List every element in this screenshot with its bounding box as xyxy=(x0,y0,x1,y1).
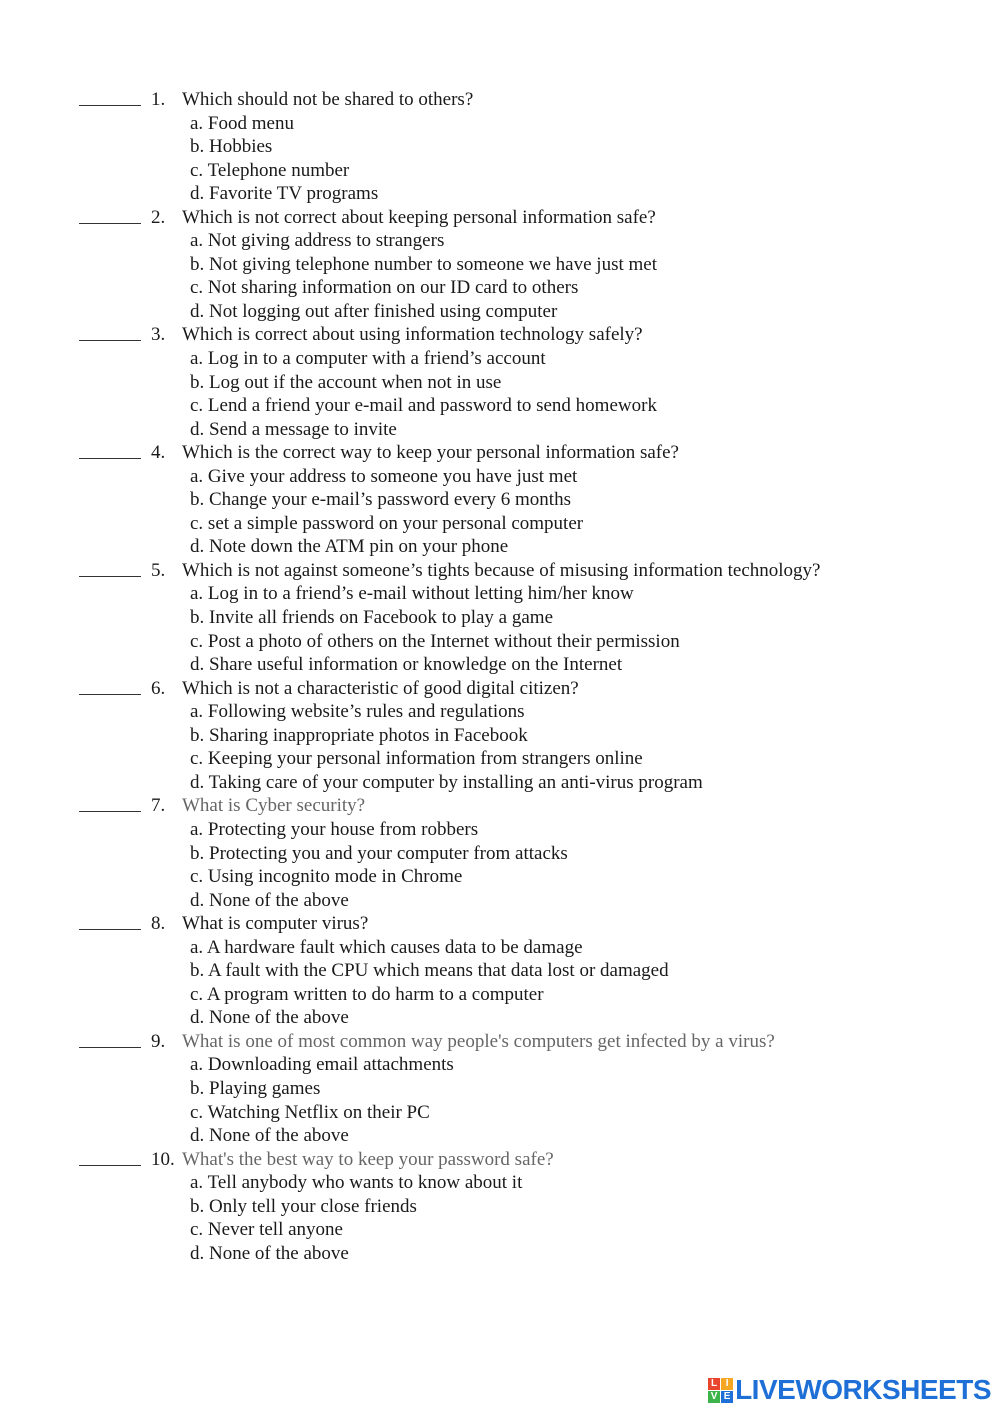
option-text: c. Watching Netflix on their PC xyxy=(190,1101,430,1123)
option-row xyxy=(0,112,1000,136)
option-text: c. set a simple password on your personal computer xyxy=(190,512,584,534)
question-number: 9. xyxy=(151,1030,166,1052)
option-text: a. Following website’s rules and regulations xyxy=(190,701,525,723)
question-text: Which is not a characteristic of good digital citizen? xyxy=(182,677,579,699)
option-text: b. Protecting you and your computer from attacks xyxy=(190,842,568,864)
option-text: c. Keeping your personal information from strangers online xyxy=(190,748,643,770)
logo-letter-v: V xyxy=(708,1391,720,1403)
question-9 xyxy=(0,1030,1000,1054)
question-8 xyxy=(0,912,1000,936)
option-row xyxy=(0,1077,1000,1101)
answer-blank-6[interactable] xyxy=(79,694,141,695)
question-text: Which is the correct way to keep your personal information safe? xyxy=(182,442,679,464)
option-text: c. Post a photo of others on the Internet without their permission xyxy=(190,630,680,652)
option-text: c. Never tell anyone xyxy=(190,1219,343,1241)
option-text: c. Telephone number xyxy=(190,159,350,181)
question-number: 1. xyxy=(151,89,166,110)
option-text: a. Log in to a computer with a friend’s account xyxy=(190,348,546,370)
option-row xyxy=(0,771,1000,795)
option-row xyxy=(0,418,1000,442)
question-number: 3. xyxy=(151,324,166,346)
answer-blank-3[interactable] xyxy=(79,340,141,341)
option-text: b. Change your e-mail’s password every 6 months xyxy=(190,489,571,511)
option-row xyxy=(0,1242,1000,1266)
option-text: a. Not giving address to strangers xyxy=(190,230,445,252)
liveworksheets-brand[interactable] xyxy=(708,1375,991,1405)
question-2 xyxy=(0,206,1000,230)
option-text: b. Invite all friends on Facebook to play a game xyxy=(190,607,554,629)
option-row xyxy=(0,959,1000,983)
question-6 xyxy=(0,677,1000,701)
option-text: a. Downloading email attachments xyxy=(190,1054,454,1076)
option-text: d. None of the above xyxy=(190,1007,349,1029)
worksheet xyxy=(0,88,1000,1265)
question-4 xyxy=(0,441,1000,465)
option-text: a. Protecting your house from robbers xyxy=(190,818,479,840)
option-text: c. Not sharing information on our ID card to others xyxy=(190,277,579,299)
option-row xyxy=(0,936,1000,960)
option-text: d. Favorite TV programs xyxy=(190,183,379,205)
answer-blank-4[interactable] xyxy=(79,458,141,459)
option-text: a. Tell anybody who wants to know about it xyxy=(190,1172,523,1194)
logo-letter-i: I xyxy=(721,1378,733,1390)
option-text: b. Playing games xyxy=(190,1077,321,1099)
option-row xyxy=(0,159,1000,183)
option-row xyxy=(0,135,1000,159)
option-row xyxy=(0,465,1000,489)
answer-blank-8[interactable] xyxy=(79,929,141,930)
question-text: Which is correct about using information technology safely? xyxy=(182,324,643,346)
option-text: a. Give your address to someone you have just met xyxy=(190,465,578,487)
option-row xyxy=(0,300,1000,324)
option-row xyxy=(0,724,1000,748)
answer-blank-9[interactable] xyxy=(79,1047,141,1048)
option-text: a. Log in to a friend’s e-mail without letting him/her know xyxy=(190,583,634,605)
option-row xyxy=(0,582,1000,606)
option-row xyxy=(0,842,1000,866)
option-text: d. Share useful information or knowledge on the Internet xyxy=(190,654,623,676)
option-row xyxy=(0,818,1000,842)
question-text: Which should not be shared to others? xyxy=(182,89,474,110)
option-row xyxy=(0,865,1000,889)
option-text: d. None of the above xyxy=(190,1125,349,1147)
option-row xyxy=(0,700,1000,724)
logo-letter-e: E xyxy=(721,1391,733,1403)
question-text: What is computer virus? xyxy=(182,913,369,935)
option-text: b. Hobbies xyxy=(190,136,273,158)
option-row xyxy=(0,535,1000,559)
question-5 xyxy=(0,559,1000,583)
answer-blank-7[interactable] xyxy=(79,811,141,812)
option-row xyxy=(0,1006,1000,1030)
answer-blank-2[interactable] xyxy=(79,223,141,224)
option-text: c. Lend a friend your e-mail and password to send homework xyxy=(190,395,657,417)
option-text: a. Food menu xyxy=(190,112,294,134)
option-row xyxy=(0,1195,1000,1219)
option-row xyxy=(0,606,1000,630)
option-text: d. Not logging out after finished using computer xyxy=(190,300,558,322)
question-number: 8. xyxy=(151,913,166,935)
option-text: d. None of the above xyxy=(190,889,349,911)
option-text: b. Log out if the account when not in use xyxy=(190,371,502,393)
answer-blank-5[interactable] xyxy=(79,576,141,577)
question-10 xyxy=(0,1148,1000,1172)
question-number: 10. xyxy=(151,1148,175,1170)
logo-letter-l: L xyxy=(708,1378,720,1390)
option-row xyxy=(0,512,1000,536)
option-text: b. A fault with the CPU which means that data lost or damaged xyxy=(190,960,669,982)
option-row xyxy=(0,983,1000,1007)
option-text: d. None of the above xyxy=(190,1242,349,1264)
option-row xyxy=(0,889,1000,913)
option-row xyxy=(0,182,1000,206)
option-text: b. Not giving telephone number to someone we have just met xyxy=(190,253,657,275)
option-row xyxy=(0,1171,1000,1195)
question-1 xyxy=(0,88,1000,112)
answer-blank-1[interactable] xyxy=(79,105,141,106)
option-text: a. A hardware fault which causes data to be damage xyxy=(190,936,583,958)
option-row xyxy=(0,1124,1000,1148)
option-row xyxy=(0,630,1000,654)
question-7 xyxy=(0,794,1000,818)
option-row xyxy=(0,229,1000,253)
question-number: 4. xyxy=(151,442,166,464)
liveworksheets-logo-icon xyxy=(708,1378,733,1403)
question-text: Which is not against someone’s tights because of misusing information technology? xyxy=(182,559,821,581)
question-text: Which is not correct about keeping personal information safe? xyxy=(182,206,656,228)
option-text: d. Taking care of your computer by installing an anti-virus program xyxy=(190,771,703,793)
option-row xyxy=(0,488,1000,512)
option-row xyxy=(0,347,1000,371)
option-row xyxy=(0,371,1000,395)
option-text: c. A program written to do harm to a computer xyxy=(190,983,544,1005)
option-row xyxy=(0,394,1000,418)
question-3 xyxy=(0,323,1000,347)
option-text: d. Note down the ATM pin on your phone xyxy=(190,536,509,558)
brand-name: LIVEWORKSHEETS xyxy=(735,1374,991,1405)
question-number: 6. xyxy=(151,677,166,699)
option-row xyxy=(0,653,1000,677)
option-text: b. Only tell your close friends xyxy=(190,1195,417,1217)
question-number: 2. xyxy=(151,206,166,228)
question-number: 7. xyxy=(151,795,166,817)
option-text: c. Using incognito mode in Chrome xyxy=(190,866,463,888)
question-text: What's the best way to keep your password safe? xyxy=(182,1148,554,1170)
option-row xyxy=(0,253,1000,277)
option-text: d. Send a message to invite xyxy=(190,418,397,440)
option-row xyxy=(0,1101,1000,1125)
question-text: What is one of most common way people's computers get infected by a virus? xyxy=(182,1030,775,1052)
option-text: b. Sharing inappropriate photos in Facebook xyxy=(190,724,528,746)
option-row xyxy=(0,1218,1000,1242)
question-text: What is Cyber security? xyxy=(182,795,366,817)
option-row xyxy=(0,1053,1000,1077)
option-row xyxy=(0,747,1000,771)
option-row xyxy=(0,276,1000,300)
question-number: 5. xyxy=(151,559,166,581)
answer-blank-10[interactable] xyxy=(79,1165,141,1166)
